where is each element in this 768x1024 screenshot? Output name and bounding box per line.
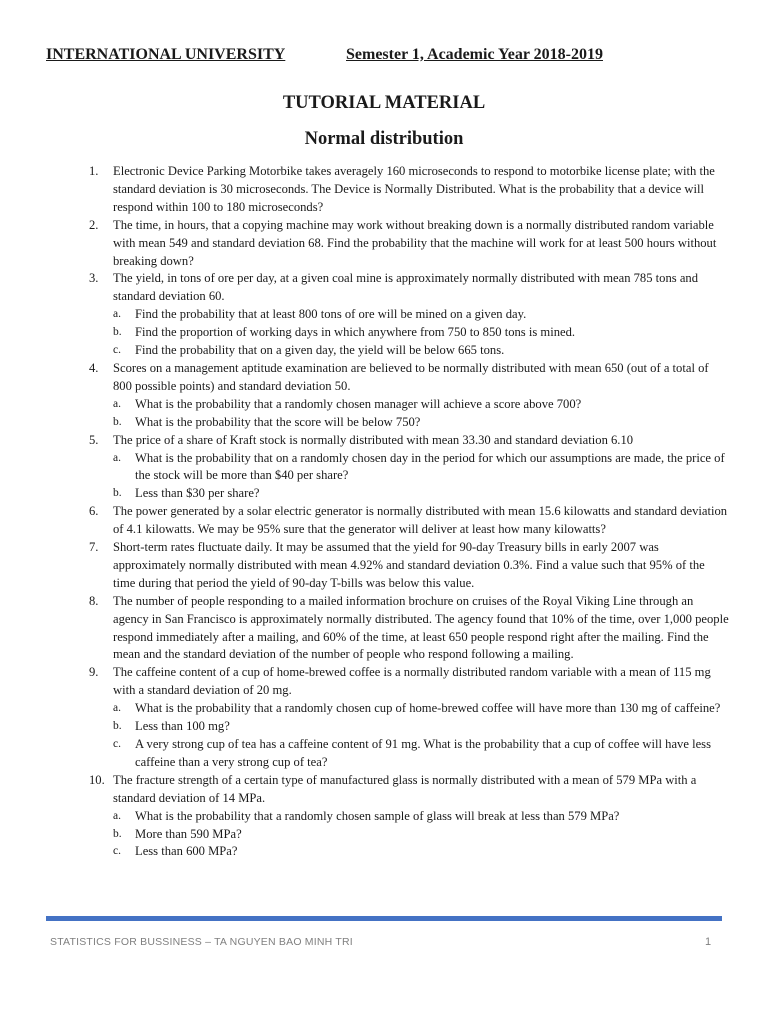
sub-question <box>113 700 729 718</box>
sub-question-text: Less than 600 MPa? <box>135 844 238 859</box>
sub-question-text: What is the probability that a randomly chosen cup of home-brewed coffee will have more than 130 mg of caffeine? <box>135 701 721 716</box>
sub-question-letter: b. <box>113 415 122 428</box>
sub-question-letter: c. <box>113 344 121 357</box>
question-number: 4. <box>89 360 99 375</box>
question-number: 10. <box>89 772 105 787</box>
question-item <box>89 664 729 771</box>
sub-question-letter: b. <box>113 720 122 733</box>
question-text: The time, in hours, that a copying machine may work without breaking down is a normally distributed random variable with mean 549 and standard deviation 68. Find the probability that the machine will work for at least 500 hours without breaking down? <box>113 217 717 268</box>
question-body <box>113 163 729 217</box>
sub-question-text: Find the proportion of working days in which anywhere from 750 to 850 tons is mined. <box>135 325 576 340</box>
question-body <box>113 772 729 862</box>
question-body <box>113 360 729 432</box>
sub-question <box>113 396 729 414</box>
university-header: INTERNATIONAL UNIVERSITY <box>46 46 286 63</box>
question-item <box>89 163 729 217</box>
question-text: Short-term rates fluctuate daily. It may be assumed that the yield for 90-day Treasury bills in early 2007 was approximately normally distributed with mean 4.92% and standard deviation 0.3%. Find a value such that 95% of the time during that period the yield of 90-day T-bills was below this value. <box>113 540 705 590</box>
sub-question-letter: b. <box>113 827 122 840</box>
sub-question-text: Find the probability that on a given day, the yield will be below 665 tons. <box>135 343 505 358</box>
sub-question <box>113 414 729 432</box>
sub-question-text: What is the probability that a randomly chosen manager will achieve a score above 700? <box>135 396 582 411</box>
question-number: 9. <box>89 665 99 680</box>
question-body <box>113 503 729 539</box>
question-number: 7. <box>89 540 99 555</box>
sub-question-text: What is the probability that a randomly chosen sample of glass will break at less than 579 MPa? <box>135 808 620 823</box>
sub-question-letter: a. <box>113 397 121 410</box>
sub-question <box>113 342 729 360</box>
sub-question-letter: b. <box>113 487 122 500</box>
question-item <box>89 360 729 432</box>
page-number: 1 <box>705 936 712 948</box>
question-body <box>113 217 729 271</box>
sub-question-letter: c. <box>113 845 121 858</box>
question-text: The number of people responding to a mailed information brochure on cruises of the Royal Viking Line through an agency in San Francisco is approximately normally distributed. The agency found that 10% of the time, over 1,000 people respond immediately after a mailing, and 60% of the time, at least 650 people respond right after the mailing. Find the mean and the standard deviation of the number of people who respond following a mailing. <box>113 593 729 662</box>
footer-text: STATISTICS FOR BUSSINESS – TA NGUYEN BAO MINH TRI <box>50 936 353 948</box>
sub-question-text: Find the probability that at least 800 tons of ore will be mined on a given day. <box>135 307 527 322</box>
question-body <box>113 270 729 360</box>
sub-question-text: A very strong cup of tea has a caffeine content of 91 mg. What is the probability that a cup of coffee will have less caffeine than a very strong cup of tea? <box>135 737 711 769</box>
question-number: 6. <box>89 504 99 519</box>
sub-question <box>113 324 729 342</box>
question-number: 5. <box>89 432 99 447</box>
sub-question <box>113 450 729 486</box>
question-text: The caffeine content of a cup of home-brewed coffee is a normally distributed random variable with a mean of 115 mg with a standard deviation of 20 mg. <box>113 665 711 698</box>
sub-question <box>113 736 729 772</box>
sub-question-letter: a. <box>113 702 121 715</box>
question-item <box>89 217 729 271</box>
sub-question <box>113 485 729 503</box>
question-body <box>113 664 729 771</box>
sub-question <box>113 306 729 324</box>
question-text: The yield, in tons of ore per day, at a given coal mine is approximately normally distributed with mean 785 tons and standard deviation 60. <box>113 271 699 304</box>
page-subtitle: Normal distribution <box>304 129 464 149</box>
sub-question-text: More than 590 MPa? <box>135 826 242 841</box>
sub-question <box>113 718 729 736</box>
semester-header: Semester 1, Academic Year 2018-2019 <box>346 46 603 63</box>
sub-question-letter: a. <box>113 308 121 321</box>
question-text: The power generated by a solar electric generator is normally distributed with mean 15.6 kilowatts and standard deviation of 4.1 kilowatts. We may be 95% sure that the generator will deliver at least how many kilowatts? <box>113 504 728 537</box>
footer-divider <box>46 916 722 921</box>
question-text: Electronic Device Parking Motorbike takes averagely 160 microseconds to respond to motorbike license plate; with the standard deviation is 30 microseconds. The Device is Normally Distributed. What is the probability that a device will respond within 100 to 180 microseconds? <box>113 164 715 214</box>
sub-question <box>113 808 729 826</box>
sub-question-letter: b. <box>113 326 122 339</box>
question-text: The price of a share of Kraft stock is normally distributed with mean 33.30 and standard deviation 6.10 <box>113 432 634 447</box>
page-title: TUTORIAL MATERIAL <box>282 93 486 113</box>
sub-question-letter: a. <box>113 451 121 464</box>
question-body <box>113 432 729 504</box>
question-text: Scores on a management aptitude examination are believed to be normally distributed with mean 650 (out of a total of 800 possible points) and standard deviation 50. <box>113 360 709 393</box>
question-item <box>89 503 729 539</box>
question-item <box>89 432 729 504</box>
sub-question-letter: c. <box>113 738 121 750</box>
question-number: 3. <box>89 271 99 286</box>
question-body <box>113 539 729 593</box>
question-number: 2. <box>89 217 99 232</box>
question-item <box>89 593 729 665</box>
sub-question <box>113 843 729 861</box>
sub-question-text: What is the probability that the score will be below 750? <box>135 414 421 429</box>
question-text: The fracture strength of a certain type of manufactured glass is normally distributed with a mean of 579 MPa with a standard deviation of 14 MPa. <box>113 772 697 805</box>
question-number: 8. <box>89 593 99 608</box>
sub-question-text: Less than $30 per share? <box>135 486 260 501</box>
question-body <box>113 593 729 665</box>
sub-question-text: What is the probability that on a randomly chosen day in the period for which our assumptions are made, the price of the stock will be more than $40 per share? <box>135 450 725 483</box>
sub-question-letter: a. <box>113 809 121 822</box>
question-item <box>89 772 729 862</box>
sub-question-text: Less than 100 mg? <box>135 719 230 734</box>
sub-question <box>113 826 729 844</box>
question-list <box>89 163 729 861</box>
question-item <box>89 270 729 360</box>
question-number: 1. <box>89 164 99 178</box>
question-item <box>89 539 729 593</box>
